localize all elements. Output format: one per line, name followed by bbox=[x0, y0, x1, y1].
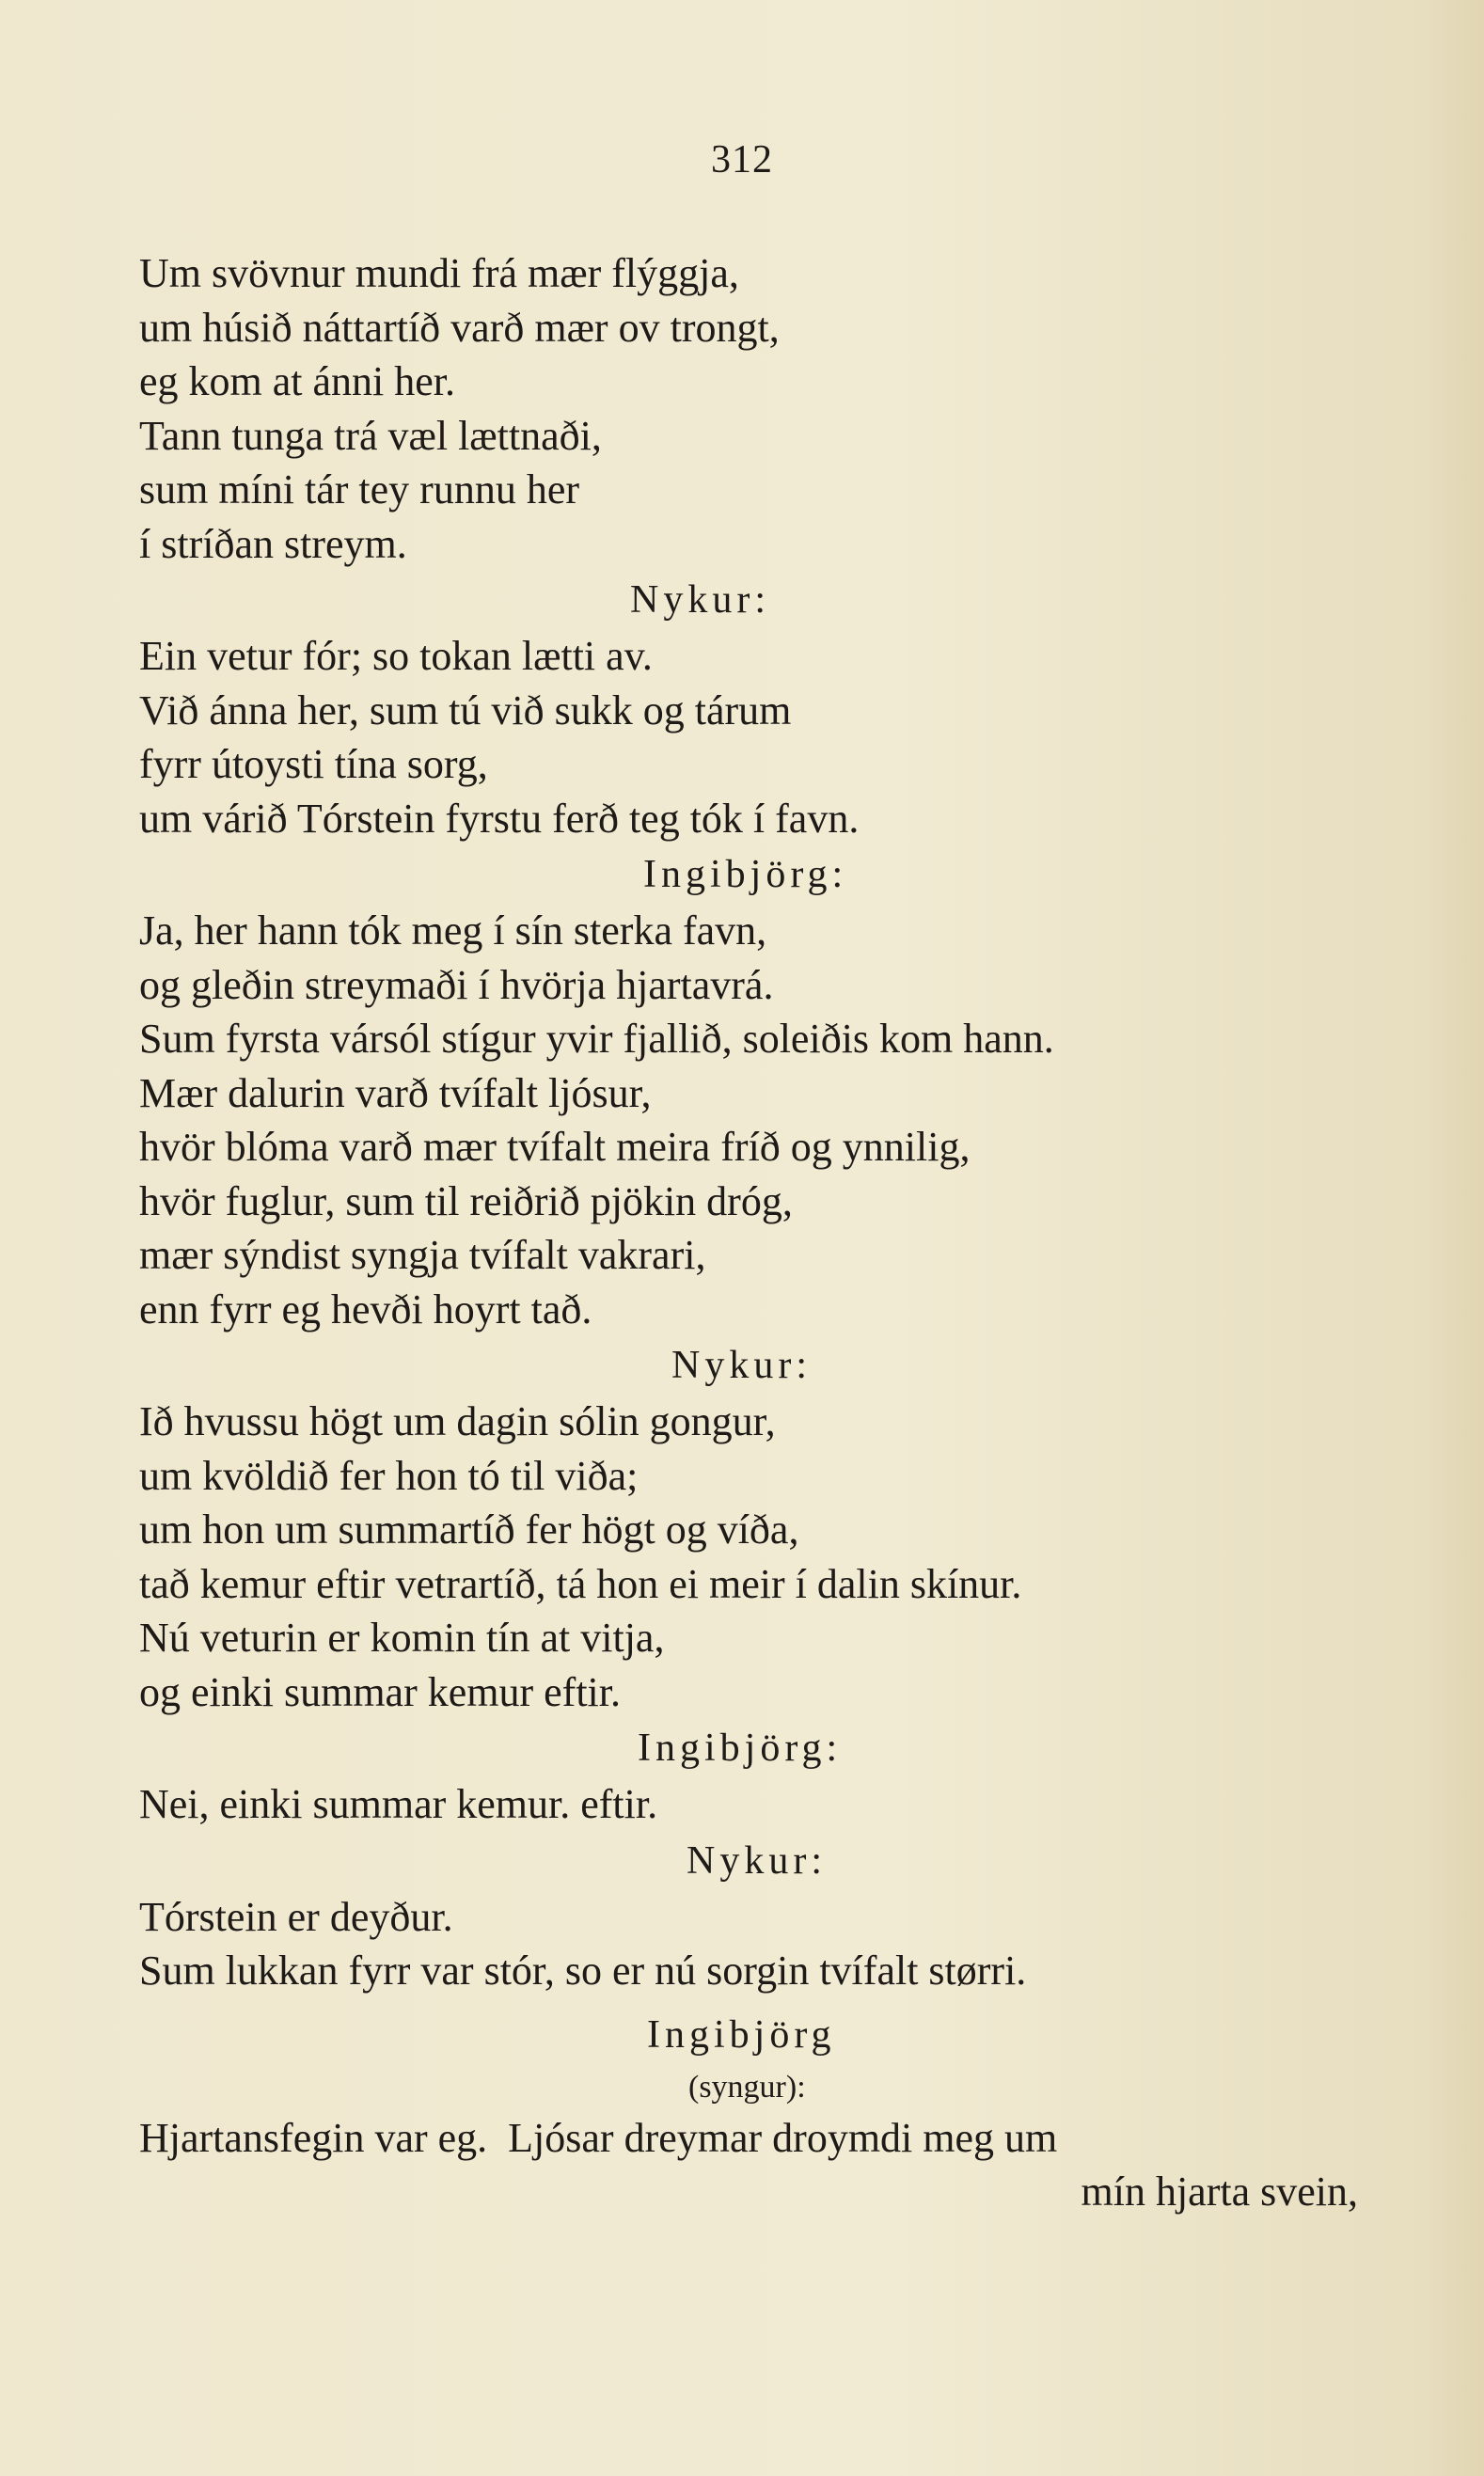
verse-line: Ja, her hann tók meg í sín sterka favn, bbox=[139, 907, 767, 954]
verse-line: mær sýndist syngja tvífalt vakrari, bbox=[139, 1232, 706, 1278]
verse-line: og einki summar kemur eftir. bbox=[139, 1668, 621, 1715]
verse-block-7 bbox=[139, 2111, 1371, 2219]
verse-line: eg kom at ánni her. bbox=[139, 358, 456, 404]
verse-line: í stríðan streym. bbox=[139, 520, 407, 567]
verse-line: um kvöldið fer hon tó til viða; bbox=[139, 1452, 639, 1499]
verse-line: fyrr útoysti tína sorg, bbox=[139, 741, 488, 787]
stage-direction: (syngur): bbox=[688, 2069, 806, 2105]
speaker-name: Nykur: bbox=[630, 578, 770, 622]
verse-line: Nú veturin er komin tín at vitja, bbox=[139, 1615, 665, 1661]
verse-line: og gleðin streymaði í hvörja hjartavrá. bbox=[139, 961, 774, 1008]
page-number: 312 bbox=[711, 138, 773, 181]
verse-line: Um svövnur mundi frá mær flýggja, bbox=[139, 250, 739, 296]
verse-line: Ið hvussu högt um dagin sólin gongur, bbox=[139, 1398, 776, 1444]
page-edge-shadow bbox=[1428, 0, 1484, 2476]
verse-block-2 bbox=[139, 629, 1371, 845]
verse-line: Sum fyrsta vársól stígur yvir fjallið, soleiðis kom hann. bbox=[139, 1016, 1054, 1062]
verse-block-3 bbox=[139, 904, 1371, 1336]
verse-line: sum míni tár tey runnu her bbox=[139, 466, 580, 513]
verse-line: Sum lukkan fyrr var stór, so er nú sorgin tvífalt størri. bbox=[139, 1948, 1027, 1994]
verse-line: enn fyrr eg hevði hoyrt tað. bbox=[139, 1285, 592, 1333]
verse-block-1 bbox=[139, 246, 1371, 571]
speaker-name: Ingibjörg: bbox=[638, 1727, 843, 1770]
verse-line: um hon um summartíð fer högt og víða, bbox=[139, 1506, 799, 1553]
speaker-name: Ingibjörg bbox=[647, 2012, 836, 2057]
verse-line: tað kemur eftir vetrartíð, tá hon ei meir í dalin skínur. bbox=[139, 1560, 1022, 1607]
speaker-name: Ingibjörg: bbox=[643, 853, 848, 896]
verse-line: um húsið náttartíð varð mær ov trongt, bbox=[139, 304, 780, 351]
verse-block-6 bbox=[139, 1890, 1371, 1998]
verse-line: um várið Tórstein fyrstu ferð teg tók í favn. bbox=[139, 795, 860, 842]
verse-line: Tórstein er deyður. bbox=[139, 1893, 453, 1940]
verse-line: Mær dalurin varð tvífalt ljósur, bbox=[139, 1069, 652, 1116]
verse-line: hvör fuglur, sum til reiðrið pjökin dróg, bbox=[139, 1177, 793, 1224]
verse-line: Við ánna her, sum tú við sukk og tárum bbox=[139, 686, 792, 733]
verse-block-4 bbox=[139, 1395, 1371, 1719]
verse-line: hvör blóma varð mær tvífalt meira fríð og ynnilig, bbox=[139, 1124, 971, 1170]
speaker-name: Nykur: bbox=[671, 1344, 812, 1387]
play-text bbox=[139, 246, 1371, 2219]
verse-line: Ein vetur fór; so tokan lætti av. bbox=[139, 633, 653, 679]
verse-continuation: mín hjarta svein, bbox=[1081, 2168, 1358, 2215]
speaker-name: Nykur: bbox=[687, 1838, 827, 1883]
verse-block-5 bbox=[139, 1777, 1371, 1832]
verse-line: Hjartansfegin var eg. Ljósar dreymar droymdi meg um bbox=[139, 2114, 1058, 2161]
verse-line: Nei, einki summar kemur. eftir. bbox=[139, 1781, 658, 1827]
verse-line: Tann tunga trá væl lættnaði, bbox=[139, 412, 602, 459]
